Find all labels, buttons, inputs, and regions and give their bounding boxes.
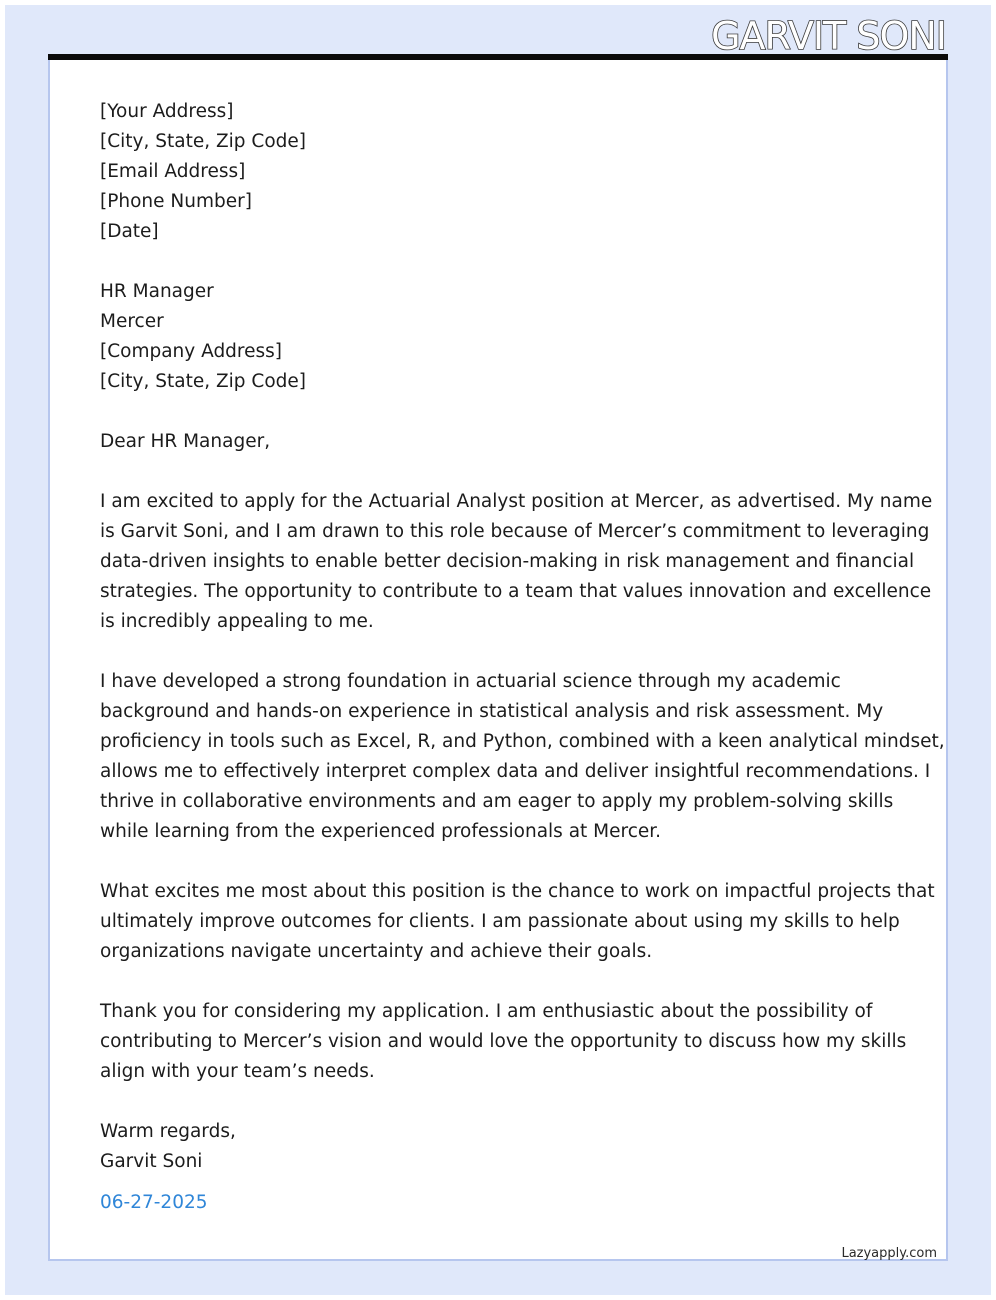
signature-name: Garvit Soni bbox=[100, 1151, 203, 1172]
paragraph-line: is incredibly appealing to me. bbox=[100, 611, 374, 632]
paragraph-line: align with your team’s needs. bbox=[100, 1061, 375, 1082]
recipient-title: HR Manager bbox=[100, 281, 214, 302]
paragraph-line: Thank you for considering my application. I am enthusiastic about the possibility of bbox=[100, 1001, 873, 1022]
recipient-block bbox=[100, 277, 900, 397]
paragraph-1 bbox=[100, 487, 933, 637]
recipient-city-state-zip: [City, State, Zip Code] bbox=[100, 371, 306, 392]
paragraph-line: allows me to effectively interpret complex data and deliver insightful recommendations. I bbox=[100, 761, 931, 782]
valediction: Warm regards, bbox=[100, 1121, 236, 1142]
paragraph-line: organizations navigate uncertainty and achieve their goals. bbox=[100, 941, 653, 962]
paragraph-line: data-driven insights to enable better decision-making in risk management and financial bbox=[100, 551, 915, 572]
header-name: GARVIT SONI bbox=[711, 14, 946, 58]
paragraph-line: ultimately improve outcomes for clients. I am passionate about using my skills to help bbox=[100, 911, 900, 932]
paragraph-3 bbox=[100, 877, 935, 967]
paragraph-line: I am excited to apply for the Actuarial Analyst position at Mercer, as advertised. My name bbox=[100, 491, 933, 512]
salutation: Dear HR Manager, bbox=[100, 431, 271, 452]
recipient-company: Mercer bbox=[100, 311, 164, 332]
paragraph-line: thrive in collaborative environments and am eager to apply my problem-solving skills bbox=[100, 791, 894, 812]
paragraph-line: I have developed a strong foundation in actuarial science through my academic bbox=[100, 671, 841, 692]
paragraph-line: strategies. The opportunity to contribute to a team that values innovation and excellence bbox=[100, 581, 932, 602]
sender-phone: [Phone Number] bbox=[100, 191, 252, 212]
paragraph-line: while learning from the experienced professionals at Mercer. bbox=[100, 821, 662, 842]
paragraph-line: background and hands-on experience in statistical analysis and risk assessment. My bbox=[100, 701, 884, 722]
paragraph-line: is Garvit Soni, and I am drawn to this role because of Mercer’s commitment to leveraging bbox=[100, 521, 930, 542]
sender-city-state-zip: [City, State, Zip Code] bbox=[100, 131, 306, 152]
sender-date: [Date] bbox=[100, 221, 159, 242]
closing-block bbox=[100, 1117, 900, 1177]
salutation-block bbox=[100, 427, 900, 457]
date-stamp: 06-27-2025 bbox=[100, 1192, 208, 1213]
recipient-address: [Company Address] bbox=[100, 341, 283, 362]
sender-block bbox=[100, 97, 900, 247]
paragraph-2 bbox=[100, 667, 945, 847]
letter-body bbox=[100, 97, 945, 1177]
footer-brand: Lazyapply.com bbox=[841, 1246, 937, 1261]
paragraph-line: contributing to Mercer’s vision and would love the opportunity to discuss how my skills bbox=[100, 1031, 907, 1052]
paragraph-line: What excites me most about this position is the chance to work on impactful projects that bbox=[100, 881, 935, 902]
sender-email: [Email Address] bbox=[100, 161, 246, 182]
paragraph-line: proficiency in tools such as Excel, R, and Python, combined with a keen analytical mindset, bbox=[100, 731, 945, 752]
sender-address: [Your Address] bbox=[100, 101, 234, 122]
paragraph-4 bbox=[100, 997, 907, 1087]
